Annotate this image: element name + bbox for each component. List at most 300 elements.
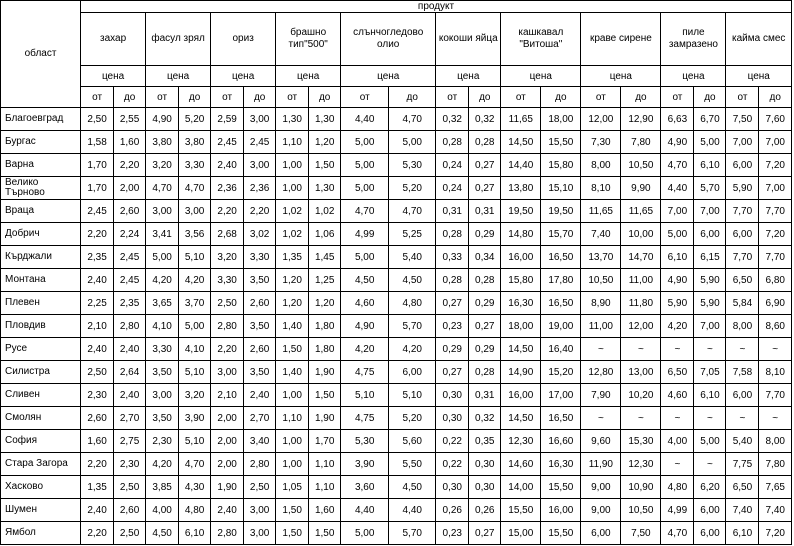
table-row [1, 407, 792, 430]
table-header [1, 1, 792, 108]
price-cell: 1,90 [211, 476, 244, 499]
price-cell: 7,00 [694, 315, 726, 338]
price-cell: 7,60 [759, 108, 792, 131]
price-cell: ~ [661, 407, 694, 430]
price-cell: 2,36 [211, 177, 244, 200]
price-cell: 3,41 [146, 223, 179, 246]
price-cell: 2,45 [211, 131, 244, 154]
to-header: до [541, 87, 581, 108]
price-cell: 10,90 [621, 476, 661, 499]
price-cell: 0,27 [469, 177, 501, 200]
price-cell: 0,28 [469, 361, 501, 384]
to-header: до [309, 87, 341, 108]
price-cell: 15,10 [541, 177, 581, 200]
price-cell: 2,00 [211, 407, 244, 430]
price-cell: 7,20 [759, 154, 792, 177]
price-cell: 4,70 [389, 200, 436, 223]
price-cell: 19,50 [501, 200, 541, 223]
price-cell: 2,40 [211, 154, 244, 177]
price-cell: ~ [694, 453, 726, 476]
price-cell: 7,80 [621, 131, 661, 154]
price-cell: 8,10 [759, 361, 792, 384]
price-cell: 2,20 [81, 453, 114, 476]
price-cell: 16,50 [541, 246, 581, 269]
price-cell: 4,40 [341, 499, 389, 522]
price-cell: 2,40 [114, 338, 146, 361]
price-cell: 16,30 [541, 453, 581, 476]
price-cell: 6,70 [694, 108, 726, 131]
price-cell: 4,90 [661, 269, 694, 292]
price-cell: 18,00 [501, 315, 541, 338]
product-header: краве сирене [581, 13, 661, 66]
price-cell: 5,00 [661, 223, 694, 246]
price-cell: 8,10 [581, 177, 621, 200]
price-cell: 7,90 [581, 384, 621, 407]
price-cell: 2,40 [211, 499, 244, 522]
region-cell: Стара Загора [1, 453, 81, 476]
price-cell: 2,50 [244, 476, 276, 499]
product-header: кокоши яйца [436, 13, 501, 66]
price-cell: 1,50 [309, 522, 341, 545]
price-cell: 6,00 [726, 223, 759, 246]
price-cell: 2,50 [114, 522, 146, 545]
region-cell: Сливен [1, 384, 81, 407]
price-cell: 7,70 [759, 246, 792, 269]
price-cell: 12,00 [621, 315, 661, 338]
price-cell: 5,20 [389, 407, 436, 430]
price-cell: 1,50 [276, 338, 309, 361]
price-cell: 8,00 [759, 430, 792, 453]
price-cell: 5,30 [389, 154, 436, 177]
price-cell: 12,30 [501, 430, 541, 453]
price-cell: 19,00 [541, 315, 581, 338]
price-cell: 2,00 [211, 430, 244, 453]
price-cell: ~ [661, 338, 694, 361]
price-cell: 3,02 [244, 223, 276, 246]
price-cell: 3,50 [146, 361, 179, 384]
price-cell: 4,70 [179, 453, 211, 476]
price-cell: 2,30 [81, 384, 114, 407]
price-cell: 15,80 [501, 269, 541, 292]
price-cell: 2,25 [81, 292, 114, 315]
price-cell: 3,80 [146, 131, 179, 154]
price-cell: 14,50 [501, 338, 541, 361]
price-cell: 5,90 [726, 177, 759, 200]
region-cell: Враца [1, 200, 81, 223]
price-cell: 7,70 [726, 200, 759, 223]
price-cell: 2,80 [211, 522, 244, 545]
header-row-range [1, 87, 792, 108]
price-cell: 2,40 [81, 269, 114, 292]
price-cell: 0,28 [436, 131, 469, 154]
price-cell: 4,75 [341, 407, 389, 430]
table-row [1, 476, 792, 499]
price-cell: 7,70 [759, 200, 792, 223]
price-header: цена [81, 66, 146, 87]
price-cell: 7,00 [694, 200, 726, 223]
price-cell: 2,60 [81, 407, 114, 430]
price-cell: 6,00 [694, 522, 726, 545]
price-cell: 14,50 [501, 131, 541, 154]
price-cell: 9,00 [581, 499, 621, 522]
price-cell: 5,00 [341, 522, 389, 545]
price-cell: 2,70 [244, 407, 276, 430]
price-cell: 16,60 [541, 430, 581, 453]
region-cell: Пловдив [1, 315, 81, 338]
price-cell: 4,60 [661, 384, 694, 407]
price-cell: 2,10 [211, 384, 244, 407]
price-cell: 4,80 [661, 476, 694, 499]
table-row [1, 269, 792, 292]
price-cell: 4,50 [146, 522, 179, 545]
price-cell: 0,24 [436, 177, 469, 200]
price-cell: 10,20 [621, 384, 661, 407]
price-cell: 3,65 [146, 292, 179, 315]
price-cell: 18,00 [541, 108, 581, 131]
product-header: ориз [211, 13, 276, 66]
price-cell: 1,10 [309, 476, 341, 499]
price-cell: 7,50 [621, 522, 661, 545]
price-cell: 10,00 [621, 223, 661, 246]
price-cell: 16,00 [501, 384, 541, 407]
from-header: от [211, 87, 244, 108]
price-cell: ~ [694, 338, 726, 361]
price-cell: 1,20 [309, 292, 341, 315]
price-cell: 4,50 [341, 269, 389, 292]
price-cell: 6,10 [726, 522, 759, 545]
from-header: от [661, 87, 694, 108]
price-cell: 2,35 [81, 246, 114, 269]
price-cell: 2,40 [244, 384, 276, 407]
price-cell: 3,30 [211, 269, 244, 292]
price-cell: 0,31 [469, 384, 501, 407]
price-header: цена [501, 66, 581, 87]
price-cell: 16,30 [501, 292, 541, 315]
price-cell: 4,00 [661, 430, 694, 453]
price-cell: 8,00 [726, 315, 759, 338]
price-cell: 3,00 [244, 154, 276, 177]
price-cell: 0,29 [469, 292, 501, 315]
price-cell: 2,80 [114, 315, 146, 338]
price-cell: ~ [661, 453, 694, 476]
price-cell: 3,90 [179, 407, 211, 430]
price-cell: 4,00 [146, 499, 179, 522]
price-cell: 3,30 [146, 338, 179, 361]
price-cell: 2,60 [244, 338, 276, 361]
price-cell: 3,00 [244, 499, 276, 522]
price-cell: 0,31 [469, 200, 501, 223]
price-cell: 0,32 [469, 407, 501, 430]
price-cell: 1,60 [81, 430, 114, 453]
price-cell: ~ [694, 407, 726, 430]
price-cell: 6,00 [694, 223, 726, 246]
price-cell: 8,60 [759, 315, 792, 338]
price-cell: 4,70 [179, 177, 211, 200]
price-cell: 4,70 [661, 522, 694, 545]
price-cell: 7,70 [726, 246, 759, 269]
table-row [1, 154, 792, 177]
price-cell: 7,80 [759, 453, 792, 476]
price-cell: 1,10 [309, 453, 341, 476]
price-cell: 14,90 [501, 361, 541, 384]
price-cell: 12,80 [581, 361, 621, 384]
to-header: до [114, 87, 146, 108]
price-cell: 0,23 [436, 315, 469, 338]
price-cell: 11,00 [581, 315, 621, 338]
price-cell: 3,00 [244, 522, 276, 545]
table-row [1, 338, 792, 361]
price-cell: ~ [759, 338, 792, 361]
price-cell: 7,00 [759, 131, 792, 154]
price-cell: 3,40 [244, 430, 276, 453]
from-header: от [581, 87, 621, 108]
region-cell: София [1, 430, 81, 453]
price-cell: 4,40 [661, 177, 694, 200]
price-cell: 16,00 [541, 499, 581, 522]
price-cell: 14,40 [501, 154, 541, 177]
price-cell: 2,00 [211, 453, 244, 476]
price-cell: 5,00 [341, 246, 389, 269]
price-cell: 4,40 [341, 108, 389, 131]
price-cell: 6,00 [581, 522, 621, 545]
price-cell: 1,90 [309, 361, 341, 384]
price-cell: 7,75 [726, 453, 759, 476]
price-cell: 2,30 [146, 430, 179, 453]
price-cell: 3,00 [244, 108, 276, 131]
price-cell: 6,90 [759, 292, 792, 315]
price-cell: 1,50 [309, 154, 341, 177]
price-cell: ~ [621, 338, 661, 361]
price-cell: 11,65 [581, 200, 621, 223]
price-cell: 2,68 [211, 223, 244, 246]
region-cell: Плевен [1, 292, 81, 315]
price-cell: 5,20 [179, 108, 211, 131]
price-header: цена [146, 66, 211, 87]
price-cell: 3,20 [211, 246, 244, 269]
price-cell: 1,35 [276, 246, 309, 269]
table-row [1, 499, 792, 522]
price-cell: 5,10 [179, 430, 211, 453]
price-cell: 5,70 [389, 315, 436, 338]
price-cell: 1,30 [276, 108, 309, 131]
price-cell: 7,00 [726, 131, 759, 154]
price-cell: 8,90 [581, 292, 621, 315]
price-cell: 0,23 [436, 522, 469, 545]
price-cell: 1,70 [81, 154, 114, 177]
price-cell: 3,85 [146, 476, 179, 499]
price-cell: 6,10 [179, 522, 211, 545]
price-cell: 4,99 [341, 223, 389, 246]
price-cell: 9,90 [621, 177, 661, 200]
price-cell: 2,10 [81, 315, 114, 338]
price-cell: 5,00 [389, 131, 436, 154]
price-cell: 1,70 [309, 430, 341, 453]
price-cell: 3,50 [244, 361, 276, 384]
price-cell: 9,00 [581, 476, 621, 499]
region-column-header: област [1, 1, 81, 108]
price-cell: 2,80 [211, 315, 244, 338]
price-cell: 1,80 [309, 315, 341, 338]
price-header: цена [276, 66, 341, 87]
price-cell: 0,26 [436, 499, 469, 522]
price-cell: 4,70 [341, 200, 389, 223]
price-cell: 2,60 [114, 200, 146, 223]
price-cell: 0,34 [469, 246, 501, 269]
price-cell: 5,10 [179, 361, 211, 384]
price-cell: 5,00 [146, 246, 179, 269]
price-cell: 5,10 [341, 384, 389, 407]
price-cell: 6,00 [694, 499, 726, 522]
price-cell: 12,90 [621, 108, 661, 131]
price-cell: 1,00 [276, 430, 309, 453]
to-header: до [694, 87, 726, 108]
price-cell: 2,20 [244, 200, 276, 223]
table-row [1, 453, 792, 476]
price-cell: 2,59 [211, 108, 244, 131]
price-cell: 7,50 [726, 108, 759, 131]
price-cell: 3,00 [146, 200, 179, 223]
price-cell: 6,10 [694, 154, 726, 177]
price-cell: 11,65 [501, 108, 541, 131]
price-cell: 2,80 [244, 453, 276, 476]
price-cell: 2,64 [114, 361, 146, 384]
price-cell: 3,90 [341, 453, 389, 476]
price-cell: 0,32 [436, 108, 469, 131]
price-header: цена [726, 66, 792, 87]
price-header: цена [211, 66, 276, 87]
price-cell: 2,55 [114, 108, 146, 131]
price-cell: 0,30 [469, 476, 501, 499]
header-row-items [1, 13, 792, 66]
price-cell: 0,22 [436, 430, 469, 453]
product-header: пиле замразено [661, 13, 726, 66]
price-cell: 0,27 [469, 522, 501, 545]
price-cell: 0,28 [469, 131, 501, 154]
price-cell: 3,30 [244, 246, 276, 269]
price-cell: 0,28 [469, 269, 501, 292]
price-header: цена [661, 66, 726, 87]
price-cell: 2,00 [114, 177, 146, 200]
price-cell: ~ [581, 407, 621, 430]
price-cell: 2,20 [81, 522, 114, 545]
price-cell: 15,80 [541, 154, 581, 177]
price-cell: 11,00 [621, 269, 661, 292]
price-cell: 1,10 [276, 407, 309, 430]
price-cell: 0,22 [436, 453, 469, 476]
price-cell: 0,27 [469, 315, 501, 338]
price-cell: 5,70 [694, 177, 726, 200]
price-cell: 5,90 [694, 269, 726, 292]
price-cell: 1,90 [309, 407, 341, 430]
price-cell: 6,50 [726, 476, 759, 499]
table-row [1, 384, 792, 407]
price-cell: 2,24 [114, 223, 146, 246]
to-header: до [621, 87, 661, 108]
price-cell: 13,70 [581, 246, 621, 269]
price-cell: 14,80 [501, 223, 541, 246]
price-cell: 2,45 [81, 200, 114, 223]
price-cell: 3,50 [146, 407, 179, 430]
price-cell: 4,70 [146, 177, 179, 200]
price-cell: 6,10 [661, 246, 694, 269]
price-cell: 7,58 [726, 361, 759, 384]
price-cell: 5,84 [726, 292, 759, 315]
price-cell: 1,00 [276, 177, 309, 200]
table-row [1, 108, 792, 131]
price-cell: 5,10 [389, 384, 436, 407]
price-cell: 5,90 [661, 292, 694, 315]
price-cell: 2,36 [244, 177, 276, 200]
price-cell: 6,10 [694, 384, 726, 407]
region-cell: Добрич [1, 223, 81, 246]
price-cell: 2,70 [114, 407, 146, 430]
product-header: захар [81, 13, 146, 66]
price-cell: 1,02 [276, 200, 309, 223]
price-cell: 0,27 [436, 361, 469, 384]
price-cell: 4,70 [661, 154, 694, 177]
price-cell: 5,60 [389, 430, 436, 453]
price-cell: 0,30 [436, 407, 469, 430]
price-cell: 6,15 [694, 246, 726, 269]
price-cell: 4,75 [341, 361, 389, 384]
table-row [1, 522, 792, 545]
price-cell: 12,30 [621, 453, 661, 476]
price-cell: 11,80 [621, 292, 661, 315]
price-cell: 4,10 [179, 338, 211, 361]
price-cell: 10,50 [581, 269, 621, 292]
price-cell: 1,20 [276, 269, 309, 292]
from-header: от [726, 87, 759, 108]
price-cell: 1,30 [309, 108, 341, 131]
price-cell: 3,50 [244, 269, 276, 292]
price-cell: 1,30 [309, 177, 341, 200]
price-cell: 1,50 [276, 522, 309, 545]
product-header: брашно тип"500" [276, 13, 341, 66]
price-cell: 0,29 [469, 223, 501, 246]
price-cell: 15,00 [501, 522, 541, 545]
price-cell: 15,50 [541, 476, 581, 499]
price-cell: 4,60 [341, 292, 389, 315]
table-row [1, 246, 792, 269]
header-row-price [1, 66, 792, 87]
table-row [1, 292, 792, 315]
price-cell: 1,06 [309, 223, 341, 246]
price-cell: 4,20 [389, 338, 436, 361]
table-row [1, 223, 792, 246]
price-cell: 1,10 [276, 131, 309, 154]
price-cell: 16,50 [541, 292, 581, 315]
price-cell: 4,50 [389, 476, 436, 499]
price-cell: 2,35 [114, 292, 146, 315]
price-cell: ~ [581, 338, 621, 361]
region-cell: Хасково [1, 476, 81, 499]
price-cell: 17,00 [541, 384, 581, 407]
price-cell: 15,20 [541, 361, 581, 384]
price-cell: 4,20 [341, 338, 389, 361]
price-cell: 5,50 [389, 453, 436, 476]
price-cell: 1,45 [309, 246, 341, 269]
price-header: цена [436, 66, 501, 87]
price-cell: 1,20 [276, 292, 309, 315]
table-row [1, 361, 792, 384]
price-cell: 0,35 [469, 430, 501, 453]
price-cell: 14,50 [501, 407, 541, 430]
price-cell: 1,60 [309, 499, 341, 522]
from-header: от [146, 87, 179, 108]
price-cell: 3,56 [179, 223, 211, 246]
price-cell: 0,30 [436, 476, 469, 499]
price-cell: 6,50 [726, 269, 759, 292]
